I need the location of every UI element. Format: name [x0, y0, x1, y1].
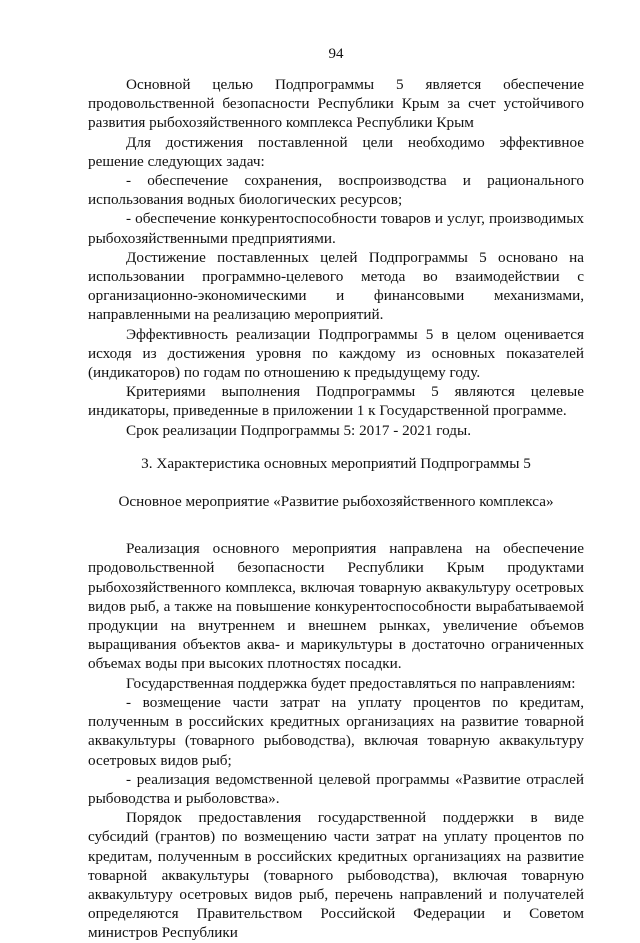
- subsection-heading: Основное мероприятие «Развитие рыбохозяйственного комплекса»: [118, 493, 554, 511]
- paragraph-term: Срок реализации Подпрограммы 5: 2017 - 2021 годы.: [126, 421, 472, 439]
- paragraph-tasks-intro: Для достижения поставленной цели необходимо эффективное решение следующих задач:: [88, 133, 584, 170]
- paragraph-support-intro: Государственная поддержка будет предоставляться по направлениям:: [126, 674, 576, 692]
- paragraph-method: Достижение поставленных целей Подпрограммы 5 основано на использовании программно-целевого метода во взаимодействии с организационно-экономическими и финансовыми механизмами, направленными на реализацию мероприятий.: [88, 248, 584, 324]
- paragraph-procedure: Порядок предоставления государственной поддержки в виде субсидий (грантов) по возмещению части затрат на уплату процентов по кредитам, полученным в российских кредитных организациях на развитие товарной аквакультуры (товарного рыбоводства), включая товарную аквакультуру осетровых видов рыб, перечень направлений и получателей определяются Правительством Российской Федерации и Советом министров Республики: [88, 809, 584, 942]
- list-item-task: - обеспечение конкурентоспособности товаров и услуг, производимых рыбохозяйственными предприятиями.: [88, 210, 584, 247]
- main-section: [88, 539, 584, 942]
- paragraph-implementation: Реализация основного мероприятия направлена на обеспечение продовольственной безопасности Республики Крым продуктами рыбохозяйственного комплекса, включая товарную аквакультуру осетровых видов рыб, а также на повышение конкурентоспособности вырабатываемой продукции на внутреннем и внешнем рынках, увеличение объемов выращивания объектов аква- и марикультуры в достаточно ограниченных объемах воды при высоких плотностях посадки.: [88, 540, 584, 673]
- paragraph-efficiency: Эффективность реализации Подпрограммы 5 в целом оценивается исходя из достижения уровня по каждому из основных показателей (индикаторов) по годам по отношению к предыдущему году.: [88, 325, 584, 382]
- paragraph-goal: Основной целью Подпрограммы 5 является обеспечение продовольственной безопасности Республики Крым за счет устойчивого развития рыбохозяйственного комплекса Республики Крым: [88, 76, 584, 132]
- intro-section: [88, 75, 584, 440]
- list-item-support: - реализация ведомственной целевой программы «Развитие отраслей рыбоводства и рыболовства».: [88, 770, 584, 807]
- list-item-support: - возмещение части затрат на уплату процентов по кредитам, полученным в российских кредитных организациях на развитие товарной аквакультуры (товарного рыбоводства), включая товарную аквакультуру осетровых видов рыб;: [88, 693, 584, 769]
- paragraph-criteria: Критериями выполнения Подпрограммы 5 являются целевые индикаторы, приведенные в приложении 1 к Государственной программе.: [88, 383, 584, 420]
- page-number: 94: [328, 46, 344, 62]
- list-item-task: - обеспечение сохранения, воспроизводства и рационального использования водных биологических ресурсов;: [88, 172, 584, 209]
- section-heading: 3. Характеристика основных мероприятий Подпрограммы 5: [141, 454, 531, 472]
